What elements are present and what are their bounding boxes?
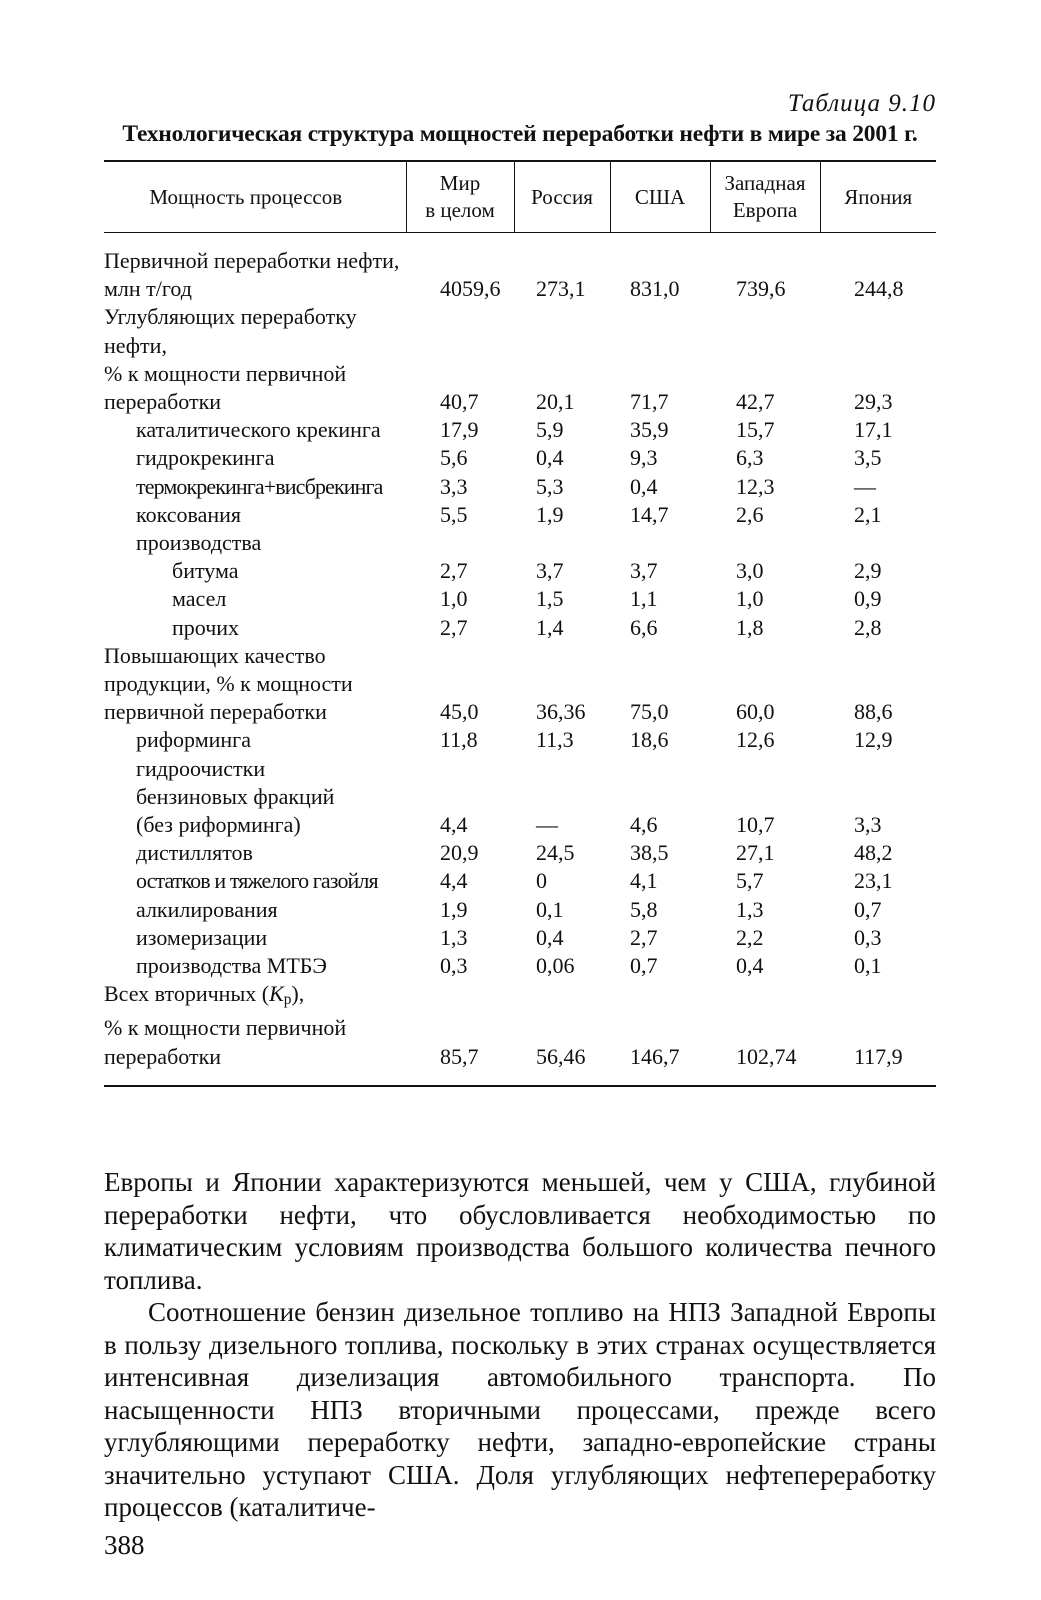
cell-value — [514, 529, 610, 557]
row-label: % к мощности первичной — [104, 360, 347, 386]
cell-value: 2,6 — [736, 501, 764, 527]
cell-value — [610, 670, 710, 698]
cell-value: 3,3 — [440, 473, 468, 499]
row-label: алкилирования — [136, 896, 278, 922]
table-row — [104, 698, 936, 726]
cell-value: 85,7 — [440, 1043, 479, 1069]
cell-value: 5,6 — [440, 445, 468, 471]
cell-value: 29,3 — [854, 389, 893, 415]
cell-value: 3,7 — [630, 558, 658, 584]
header-process: Мощность процессов — [149, 184, 343, 209]
cell-value: 5,3 — [536, 473, 564, 499]
cell-value — [820, 360, 936, 388]
table-row — [104, 303, 936, 331]
row-label: Повышающих качество — [104, 642, 326, 668]
cell-value — [820, 755, 936, 783]
cell-value: 0,1 — [536, 896, 564, 922]
k-subscript: р — [283, 991, 292, 1009]
cell-value — [710, 529, 820, 557]
cell-value: 1,3 — [440, 924, 468, 950]
cell-value: 0,3 — [440, 953, 468, 979]
table-row — [104, 670, 936, 698]
cell-value: 2,7 — [630, 924, 658, 950]
cell-value — [406, 755, 514, 783]
cell-value: 1,0 — [736, 586, 764, 612]
table-row — [104, 501, 936, 529]
cell-value: 1,4 — [536, 614, 564, 640]
cell-value — [514, 233, 610, 276]
cell-value — [406, 670, 514, 698]
cell-value: 17,9 — [440, 417, 479, 443]
cell-value: 5,5 — [440, 501, 468, 527]
table-row — [104, 388, 936, 416]
cell-value: 23,1 — [854, 868, 893, 894]
cell-value: 4,4 — [440, 812, 468, 838]
cell-value — [514, 783, 610, 811]
cell-value — [610, 332, 710, 360]
paragraph: Соотношение бензин дизельное топливо на НПЗ Западной Европы в пользу дизельного топлива, поскольку в этих странах осуществляется интенсивная дизелизация автомобильного транспорта. По насыщенности НПЗ вторичными процессами, прежде всего углубляющими переработку нефти, западно-европейские страны значительно уступают США. Доля углубляющих нефтепереработку процессов (каталитиче- — [104, 1297, 936, 1522]
cell-value: 38,5 — [630, 840, 669, 866]
capacity-table — [104, 160, 936, 1087]
cell-value: 3,7 — [536, 558, 564, 584]
cell-value — [820, 980, 936, 1014]
cell-value: 10,7 — [736, 812, 775, 838]
cell-value — [514, 1014, 610, 1042]
cell-value: 273,1 — [536, 276, 586, 302]
row-label: производства — [136, 530, 262, 556]
cell-value — [610, 642, 710, 670]
row-label: Первичной переработки нефти, — [104, 248, 400, 273]
cell-value — [610, 1014, 710, 1042]
header-world — [406, 161, 514, 233]
cell-value: 739,6 — [736, 276, 786, 302]
cell-value: 1,9 — [440, 896, 468, 922]
cell-value: 0,4 — [536, 924, 564, 950]
cell-value: 0,7 — [854, 896, 882, 922]
row-label: гидрокрекинга — [136, 445, 275, 471]
cell-value: 2,7 — [440, 614, 468, 640]
cell-value: 4059,6 — [440, 276, 501, 302]
cell-value: 5,7 — [736, 868, 764, 894]
row-label: масел — [172, 586, 227, 612]
row-label: (без риформинга) — [136, 812, 301, 838]
cell-value: 0,9 — [854, 586, 882, 612]
row-label: риформинга — [136, 727, 251, 753]
cell-value: — — [536, 812, 558, 838]
cell-value — [406, 642, 514, 670]
cell-value: 48,2 — [854, 840, 893, 866]
cell-value: 2,9 — [854, 558, 882, 584]
cell-value: 6,6 — [630, 614, 658, 640]
cell-value: 0 — [536, 868, 547, 894]
row-label: гидроочистки — [136, 755, 266, 781]
row-label: остатков и тяжелого газойля — [136, 868, 378, 894]
cell-value — [406, 1014, 514, 1042]
cell-value: 20,9 — [440, 840, 479, 866]
k-symbol: К — [269, 981, 284, 1007]
table-row — [104, 811, 936, 839]
cell-value: 1,3 — [736, 896, 764, 922]
cell-value: 4,6 — [630, 812, 658, 838]
cell-value — [820, 529, 936, 557]
cell-value: 12,3 — [736, 473, 775, 499]
table-row — [104, 952, 936, 980]
cell-value — [406, 360, 514, 388]
cell-value — [710, 360, 820, 388]
header-weurope-line2: Европа — [732, 198, 798, 222]
header-weurope — [710, 161, 820, 233]
cell-value — [610, 783, 710, 811]
cell-value: 18,6 — [630, 727, 669, 753]
cell-value: 42,7 — [736, 389, 775, 415]
cell-value — [406, 233, 514, 276]
cell-value: 3,3 — [854, 812, 882, 838]
cell-value: 17,1 — [854, 417, 893, 443]
row-label: коксования — [136, 501, 242, 527]
row-label: каталитического крекинга — [136, 417, 381, 443]
table-title: Технологическая структура мощностей переработки нефти в мире за 2001 г. — [122, 121, 918, 147]
cell-value: 0,3 — [854, 924, 882, 950]
row-label: прочих — [172, 614, 240, 640]
cell-value: 102,74 — [736, 1043, 797, 1069]
cell-value: 11,3 — [536, 727, 574, 753]
row-label-text: Всех вторичных ( — [104, 981, 270, 1007]
row-label: первичной переработки — [104, 699, 327, 725]
cell-value — [610, 755, 710, 783]
table-row — [104, 233, 936, 276]
cell-value — [820, 783, 936, 811]
cell-value: 60,0 — [736, 699, 775, 725]
cell-value — [710, 783, 820, 811]
cell-value — [710, 670, 820, 698]
table-row — [104, 755, 936, 783]
cell-value — [514, 980, 610, 1014]
cell-value — [514, 670, 610, 698]
cell-value: 88,6 — [854, 699, 893, 725]
cell-value: 2,7 — [440, 558, 468, 584]
table-header-row — [104, 161, 936, 233]
header-russia: Россия — [514, 161, 610, 233]
cell-value — [406, 332, 514, 360]
row-label: производства МТБЭ — [136, 953, 327, 979]
cell-value: 75,0 — [630, 699, 669, 725]
header-usa: США — [610, 161, 710, 233]
cell-value — [820, 233, 936, 276]
cell-value — [514, 332, 610, 360]
cell-value: 117,9 — [854, 1043, 903, 1069]
cell-value — [820, 670, 936, 698]
header-japan: Япония — [820, 161, 936, 233]
cell-value: 36,36 — [536, 699, 586, 725]
cell-value — [820, 642, 936, 670]
table-row — [104, 980, 936, 1014]
cell-value: 1,9 — [536, 501, 564, 527]
cell-value: 831,0 — [630, 276, 680, 302]
cell-value — [406, 980, 514, 1014]
row-label-text: ), — [291, 981, 305, 1007]
cell-value — [710, 1014, 820, 1042]
row-label — [104, 980, 406, 1014]
row-label: продукции, % к мощности — [104, 671, 353, 697]
cell-value: 1,8 — [736, 614, 764, 640]
cell-value: 5,9 — [536, 417, 564, 443]
row-label: переработки — [104, 1043, 222, 1069]
cell-value: 5,8 — [630, 896, 658, 922]
cell-value: 71,7 — [630, 389, 669, 415]
table-row — [104, 416, 936, 444]
cell-value — [514, 642, 610, 670]
cell-value: 24,5 — [536, 840, 575, 866]
cell-value: 12,6 — [736, 727, 775, 753]
header-world-line2: в целом — [425, 198, 495, 222]
cell-value: 0,7 — [630, 953, 658, 979]
row-label: % к мощности первичной — [104, 1015, 347, 1041]
cell-value: 35,9 — [630, 417, 669, 443]
cell-value: 0,4 — [536, 445, 564, 471]
cell-value — [710, 332, 820, 360]
row-label: битума — [172, 558, 239, 584]
cell-value — [406, 783, 514, 811]
table-row — [104, 1014, 936, 1042]
cell-value: 27,1 — [736, 840, 775, 866]
cell-value — [610, 360, 710, 388]
cell-value — [820, 1014, 936, 1042]
row-label: переработки — [104, 389, 222, 415]
cell-value: 40,7 — [440, 389, 479, 415]
cell-value: 12,9 — [854, 727, 893, 753]
cell-value: 3,0 — [736, 558, 764, 584]
table-row — [104, 896, 936, 924]
cell-value: 146,7 — [630, 1043, 680, 1069]
row-label: дистиллятов — [136, 840, 253, 866]
table-row — [104, 332, 936, 360]
cell-value: 15,7 — [736, 417, 775, 443]
table-row — [104, 783, 936, 811]
cell-value: 4,4 — [440, 868, 468, 894]
row-label: нефти, — [104, 332, 167, 358]
cell-value: 2,1 — [854, 501, 882, 527]
cell-value: 20,1 — [536, 389, 575, 415]
document-page — [104, 88, 936, 1087]
cell-value — [514, 303, 610, 331]
header-weurope-line1: Западная — [724, 171, 806, 195]
page-number: 388 — [104, 1530, 145, 1560]
table-row — [104, 557, 936, 585]
cell-value: 2,2 — [736, 924, 764, 950]
cell-value — [514, 755, 610, 783]
cell-value — [820, 303, 936, 331]
cell-value: 56,46 — [536, 1043, 586, 1069]
header-world-line1: Мир — [439, 171, 481, 195]
row-label: млн т/год — [104, 276, 192, 302]
cell-value: 6,3 — [736, 445, 764, 471]
cell-value — [610, 529, 710, 557]
cell-value: 1,5 — [536, 586, 564, 612]
cell-value — [406, 303, 514, 331]
table-row — [104, 529, 936, 557]
cell-value — [406, 529, 514, 557]
cell-value — [820, 332, 936, 360]
cell-value: 244,8 — [854, 276, 904, 302]
table-row — [104, 614, 936, 642]
cell-value: 4,1 — [630, 868, 658, 894]
row-label: Углубляющих переработку — [104, 304, 357, 330]
table-row — [104, 726, 936, 754]
paragraph: Европы и Японии характеризуются меньшей, чем у США, глубиной переработки нефти, что обусловливается необходимостью по климатическим условиям производства большого количества печного топлива. — [104, 1167, 936, 1295]
cell-value: 45,0 — [440, 699, 479, 725]
cell-value: 0,4 — [736, 953, 764, 979]
cell-value — [710, 642, 820, 670]
table-row — [104, 444, 936, 472]
cell-value — [710, 233, 820, 276]
cell-value: 0,1 — [854, 953, 882, 979]
cell-value: 3,5 — [854, 445, 882, 471]
cell-value: 0,06 — [536, 953, 575, 979]
table-row — [104, 585, 936, 613]
cell-value: 2,8 — [854, 614, 882, 640]
table-label: Таблица 9.10 — [787, 90, 936, 117]
row-label: бензиновых фракций — [136, 783, 335, 809]
table-body — [104, 233, 936, 1086]
table-row — [104, 867, 936, 895]
cell-value: 0,4 — [630, 473, 658, 499]
cell-value: 1,1 — [630, 586, 658, 612]
table-row — [104, 360, 936, 388]
body-text — [104, 1166, 936, 1524]
table-row — [104, 275, 936, 303]
row-label: термокрекинга+висбрекинга — [136, 473, 383, 499]
cell-value: 14,7 — [630, 501, 669, 527]
cell-value: 1,0 — [440, 586, 468, 612]
row-label: изомеризации — [136, 924, 268, 950]
table-row — [104, 1043, 936, 1086]
cell-value — [610, 980, 710, 1014]
cell-value — [610, 233, 710, 276]
cell-value — [710, 980, 820, 1014]
table-row — [104, 839, 936, 867]
table-row — [104, 642, 936, 670]
cell-value — [610, 303, 710, 331]
cell-value: 9,3 — [630, 445, 658, 471]
table-row — [104, 924, 936, 952]
cell-value — [710, 755, 820, 783]
cell-value: 11,8 — [440, 727, 478, 753]
cell-value — [514, 360, 610, 388]
table-row — [104, 473, 936, 501]
cell-value — [710, 303, 820, 331]
cell-value: — — [854, 473, 876, 499]
